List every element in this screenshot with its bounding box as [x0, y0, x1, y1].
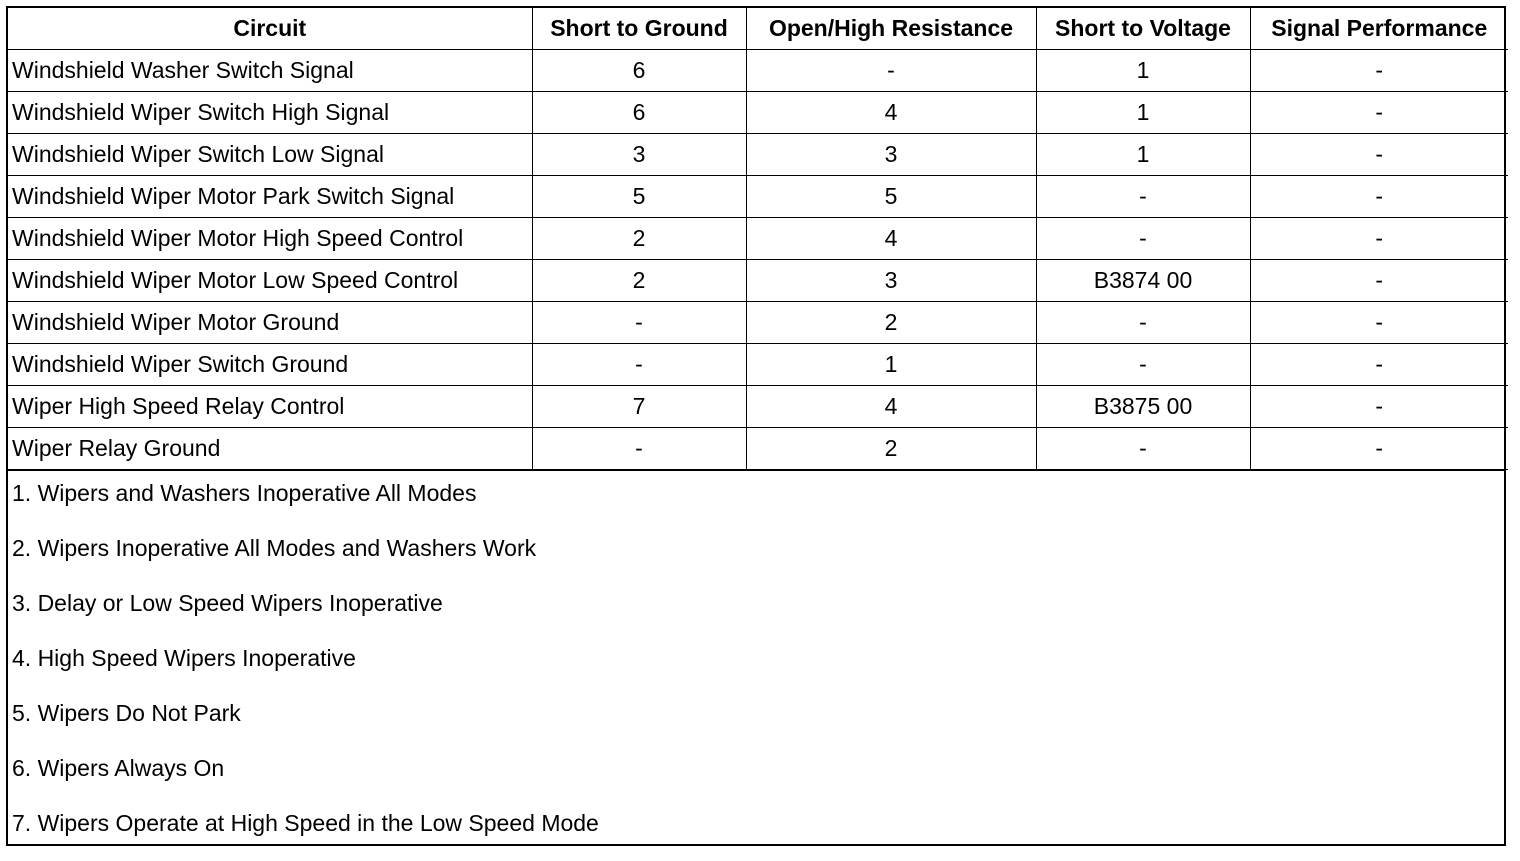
table-row: [8, 428, 1508, 470]
table-row: [8, 176, 1508, 218]
table-row: [8, 134, 1508, 176]
circuit-table: [8, 8, 1508, 470]
short-to-ground-cell: -: [532, 302, 746, 344]
signal-performance-cell: -: [1250, 302, 1508, 344]
table-row: [8, 344, 1508, 386]
short-to-voltage-cell: -: [1036, 176, 1250, 218]
table-row: [8, 260, 1508, 302]
short-to-ground-cell: 6: [532, 50, 746, 92]
signal-performance-cell: -: [1250, 92, 1508, 134]
short-to-ground-cell: 2: [532, 260, 746, 302]
signal-performance-cell: -: [1250, 134, 1508, 176]
header-row: [8, 8, 1508, 50]
circuit-cell: Windshield Wiper Motor High Speed Control: [8, 218, 532, 260]
short-to-voltage-cell: 1: [1036, 134, 1250, 176]
open-high-resistance-cell: 2: [746, 302, 1036, 344]
short-to-voltage-cell: B3874 00: [1036, 260, 1250, 302]
table-row: [8, 50, 1508, 92]
short-to-ground-cell: -: [532, 428, 746, 470]
short-to-ground-cell: 2: [532, 218, 746, 260]
open-high-resistance-cell: 4: [746, 92, 1036, 134]
signal-performance-cell: -: [1250, 344, 1508, 386]
open-high-resistance-cell: -: [746, 50, 1036, 92]
short-to-ground-cell: 3: [532, 134, 746, 176]
header-circuit: Circuit: [8, 8, 532, 50]
open-high-resistance-cell: 4: [746, 386, 1036, 428]
symptom-note: 3. Delay or Low Speed Wipers Inoperative: [12, 590, 443, 616]
header-signal-performance: Signal Performance: [1250, 8, 1508, 50]
symptom-note: 1. Wipers and Washers Inoperative All Modes: [12, 480, 477, 506]
circuit-cell: Windshield Wiper Switch Ground: [8, 344, 532, 386]
signal-performance-cell: -: [1250, 218, 1508, 260]
circuit-cell: Windshield Wiper Motor Ground: [8, 302, 532, 344]
short-to-voltage-cell: 1: [1036, 92, 1250, 134]
symptom-note: 6. Wipers Always On: [12, 755, 225, 781]
open-high-resistance-cell: 4: [746, 218, 1036, 260]
header-short-to-ground: Short to Ground: [532, 8, 746, 50]
header-short-to-voltage: Short to Voltage: [1036, 8, 1250, 50]
short-to-voltage-cell: 1: [1036, 50, 1250, 92]
table-body: [8, 50, 1508, 470]
circuit-cell: Windshield Wiper Motor Low Speed Control: [8, 260, 532, 302]
symptom-notes: [8, 470, 1504, 861]
short-to-voltage-cell: -: [1036, 344, 1250, 386]
open-high-resistance-cell: 1: [746, 344, 1036, 386]
symptom-note: 7. Wipers Operate at High Speed in the Low Speed Mode: [12, 810, 599, 836]
short-to-voltage-cell: B3875 00: [1036, 386, 1250, 428]
signal-performance-cell: -: [1250, 386, 1508, 428]
open-high-resistance-cell: 3: [746, 260, 1036, 302]
short-to-voltage-cell: -: [1036, 218, 1250, 260]
symptom-note: 2. Wipers Inoperative All Modes and Washers Work: [12, 535, 537, 561]
short-to-voltage-cell: -: [1036, 302, 1250, 344]
table-row: [8, 302, 1508, 344]
table-row: [8, 92, 1508, 134]
signal-performance-cell: -: [1250, 176, 1508, 218]
circuit-cell: Wiper Relay Ground: [8, 428, 532, 470]
short-to-ground-cell: 6: [532, 92, 746, 134]
open-high-resistance-cell: 2: [746, 428, 1036, 470]
circuit-diagnostic-table: [6, 6, 1506, 846]
circuit-cell: Windshield Wiper Motor Park Switch Signal: [8, 176, 532, 218]
signal-performance-cell: -: [1250, 50, 1508, 92]
table-row: [8, 386, 1508, 428]
short-to-ground-cell: 5: [532, 176, 746, 218]
open-high-resistance-cell: 3: [746, 134, 1036, 176]
table-row: [8, 218, 1508, 260]
circuit-cell: Windshield Wiper Switch Low Signal: [8, 134, 532, 176]
signal-performance-cell: -: [1250, 428, 1508, 470]
symptom-note: 5. Wipers Do Not Park: [12, 700, 241, 726]
circuit-cell: Wiper High Speed Relay Control: [8, 386, 532, 428]
short-to-voltage-cell: -: [1036, 428, 1250, 470]
signal-performance-cell: -: [1250, 260, 1508, 302]
open-high-resistance-cell: 5: [746, 176, 1036, 218]
circuit-cell: Windshield Wiper Switch High Signal: [8, 92, 532, 134]
short-to-ground-cell: -: [532, 344, 746, 386]
short-to-ground-cell: 7: [532, 386, 746, 428]
symptom-note: 4. High Speed Wipers Inoperative: [12, 645, 356, 671]
header-open-high-resistance: Open/High Resistance: [746, 8, 1036, 50]
circuit-cell: Windshield Washer Switch Signal: [8, 50, 532, 92]
